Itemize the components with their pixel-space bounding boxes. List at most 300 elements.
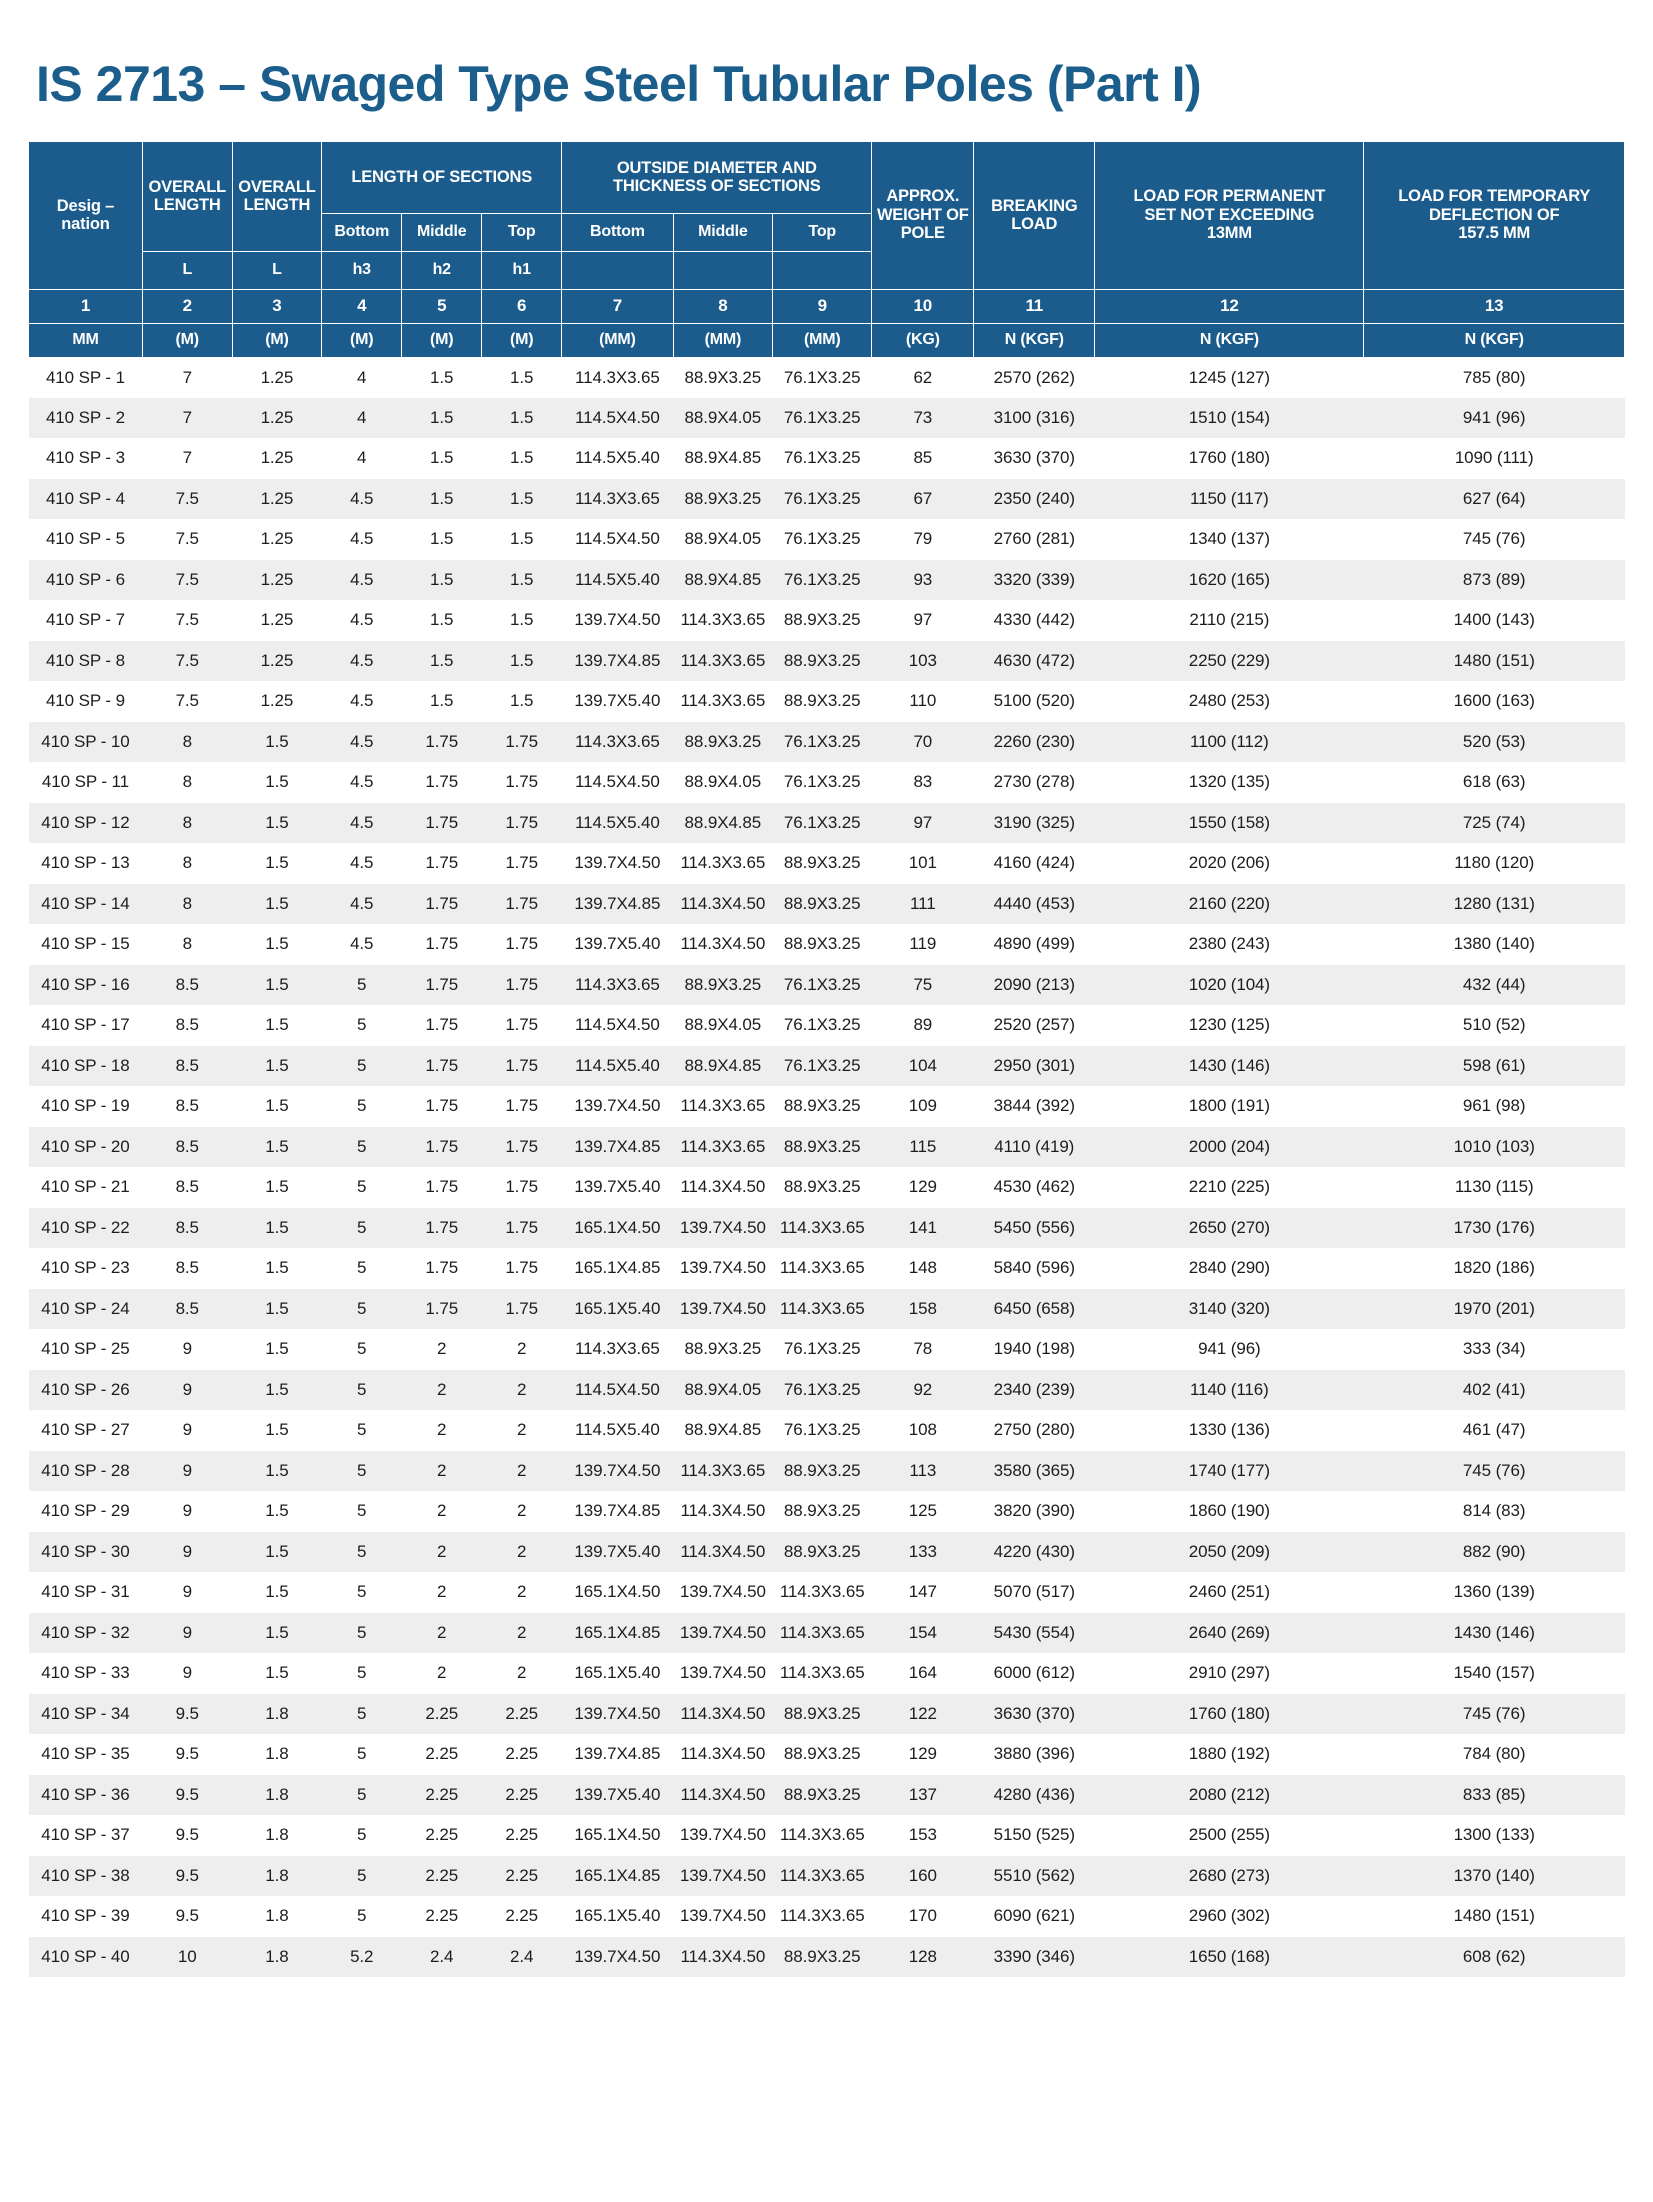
cell-col-2: 8.5 bbox=[175, 1096, 199, 1116]
cell-col-12: 2210 (225) bbox=[1188, 1177, 1270, 1197]
cell-col-9: 76.1X3.25 bbox=[783, 772, 861, 792]
cell-col-8: 139.7X4.50 bbox=[679, 1582, 766, 1602]
cell-col-7: 114.5X5.40 bbox=[562, 560, 673, 601]
cell-col-12: 2380 (243) bbox=[1188, 934, 1270, 954]
cell-col-10: 153 bbox=[908, 1825, 937, 1845]
cell-col-11: 5430 (554) bbox=[974, 1613, 1095, 1654]
cell-col-3: 1.5 bbox=[265, 1177, 289, 1197]
cell-col-8: 139.7X4.50 bbox=[673, 1856, 772, 1897]
cell-col-2: 8.5 bbox=[175, 1258, 199, 1278]
cell-col-5: 1.75 bbox=[425, 853, 459, 873]
cell-col-10: 133 bbox=[872, 1532, 974, 1573]
header-symbol-h1: h1 bbox=[482, 251, 562, 289]
cell-col-10: 137 bbox=[872, 1775, 974, 1816]
cell-col-7: 165.1X4.85 bbox=[562, 1613, 673, 1654]
cell-col-11: 5450 (556) bbox=[974, 1208, 1095, 1249]
cell-col-13: 1370 (140) bbox=[1364, 1856, 1625, 1897]
cell-designation: 410 SP - 39 bbox=[41, 1906, 130, 1926]
cell-col-11: 4330 (442) bbox=[993, 610, 1075, 630]
cell-col-8: 114.3X4.50 bbox=[673, 1937, 772, 1978]
cell-col-6: 2 bbox=[482, 1613, 562, 1654]
table-row bbox=[29, 884, 1625, 925]
cell-col-11: 2570 (262) bbox=[993, 367, 1075, 387]
cell-col-8: 114.3X3.65 bbox=[673, 1127, 772, 1168]
header-row-units bbox=[29, 323, 1625, 357]
cell-col-11: 4530 (462) bbox=[993, 1177, 1075, 1197]
cell-col-9: 76.1X3.25 bbox=[783, 448, 861, 468]
cell-col-2: 7.5 bbox=[175, 610, 199, 630]
header-column-number-12: 12 bbox=[1095, 289, 1364, 323]
cell-col-10: 97 bbox=[872, 803, 974, 844]
cell-col-6: 1.75 bbox=[505, 1096, 539, 1116]
cell-col-3: 1.5 bbox=[265, 934, 289, 954]
cell-col-7: 139.7X4.85 bbox=[574, 1501, 661, 1521]
header-symbol-blank-7 bbox=[562, 251, 673, 289]
cell-col-13: 745 (76) bbox=[1462, 529, 1526, 549]
cell-col-12: 1340 (137) bbox=[1188, 529, 1270, 549]
header-column-number-7: 7 bbox=[562, 289, 673, 323]
cell-col-8: 88.9X4.05 bbox=[673, 398, 772, 439]
cell-col-10: 170 bbox=[908, 1906, 937, 1926]
header-column-number-2: 2 bbox=[142, 289, 232, 323]
cell-col-10: 109 bbox=[908, 1096, 937, 1116]
cell-col-6: 1.75 bbox=[482, 1289, 562, 1330]
table-row bbox=[29, 1937, 1625, 1978]
cell-col-13: 461 (47) bbox=[1462, 1420, 1526, 1440]
cell-col-5: 1.75 bbox=[402, 803, 482, 844]
cell-col-12: 1330 (136) bbox=[1188, 1420, 1270, 1440]
header-length-of-sections: LENGTH OF SECTIONS bbox=[322, 141, 562, 213]
cell-col-13: 1480 (151) bbox=[1453, 1906, 1535, 1926]
cell-col-7: 114.3X3.65 bbox=[575, 1339, 660, 1359]
cell-col-5: 1.5 bbox=[402, 560, 482, 601]
cell-col-12: 2640 (269) bbox=[1095, 1613, 1364, 1654]
cell-col-7: 114.3X3.65 bbox=[562, 722, 673, 763]
table-row bbox=[29, 681, 1625, 722]
cell-col-13: 432 (44) bbox=[1364, 965, 1625, 1006]
cell-col-11: 6090 (621) bbox=[993, 1906, 1075, 1926]
cell-col-11: 3320 (339) bbox=[974, 560, 1095, 601]
cell-col-4: 5 bbox=[357, 1096, 367, 1116]
cell-col-11: 2090 (213) bbox=[974, 965, 1095, 1006]
cell-designation: 410 SP - 35 bbox=[41, 1744, 130, 1764]
cell-col-13: 1430 (146) bbox=[1364, 1613, 1625, 1654]
cell-col-4: 4.5 bbox=[350, 691, 374, 711]
cell-col-5: 2.25 bbox=[425, 1744, 459, 1764]
cell-col-2: 9.5 bbox=[142, 1694, 232, 1735]
cell-col-3: 1.5 bbox=[265, 1096, 289, 1116]
cell-col-12: 2050 (209) bbox=[1095, 1532, 1364, 1573]
cell-col-7: 139.7X5.40 bbox=[574, 1177, 661, 1197]
cell-col-5: 1.5 bbox=[402, 479, 482, 520]
cell-col-9: 88.9X3.25 bbox=[783, 853, 861, 873]
cell-col-12: 1150 (117) bbox=[1095, 479, 1364, 520]
cell-col-9: 114.3X3.65 bbox=[773, 1856, 872, 1897]
cell-col-4: 4.5 bbox=[322, 641, 402, 682]
cell-col-13: 1600 (163) bbox=[1453, 691, 1535, 711]
cell-col-6: 1.75 bbox=[482, 884, 562, 925]
cell-col-10: 67 bbox=[872, 479, 974, 520]
cell-col-3: 1.8 bbox=[265, 1825, 289, 1845]
cell-col-13: 1540 (157) bbox=[1453, 1663, 1535, 1683]
cell-col-6: 2 bbox=[517, 1339, 527, 1359]
cell-col-11: 2520 (257) bbox=[993, 1015, 1075, 1035]
cell-col-10: 122 bbox=[872, 1694, 974, 1735]
cell-col-12: 1550 (158) bbox=[1095, 803, 1364, 844]
cell-col-11: 1940 (198) bbox=[993, 1339, 1075, 1359]
cell-col-5: 2 bbox=[437, 1582, 447, 1602]
cell-col-12: 2840 (290) bbox=[1188, 1258, 1270, 1278]
cell-col-5: 1.75 bbox=[402, 1046, 482, 1087]
cell-col-5: 2 bbox=[402, 1532, 482, 1573]
cell-col-7: 139.7X4.85 bbox=[562, 1127, 673, 1168]
cell-col-11: 3820 (390) bbox=[993, 1501, 1075, 1521]
cell-col-7: 139.7X4.85 bbox=[562, 884, 673, 925]
cell-col-10: 111 bbox=[872, 884, 974, 925]
cell-col-13: 1480 (151) bbox=[1364, 641, 1625, 682]
cell-col-2: 8 bbox=[182, 853, 192, 873]
table-row bbox=[29, 641, 1625, 682]
cell-col-11: 4440 (453) bbox=[974, 884, 1095, 925]
cell-col-2: 8.5 bbox=[142, 965, 232, 1006]
cell-col-8: 88.9X4.85 bbox=[673, 803, 772, 844]
cell-designation: 410 SP - 4 bbox=[29, 479, 143, 520]
cell-col-13: 873 (89) bbox=[1364, 560, 1625, 601]
cell-col-5: 1.75 bbox=[402, 1289, 482, 1330]
table-row bbox=[29, 1208, 1625, 1249]
cell-col-8: 114.3X4.50 bbox=[673, 1694, 772, 1735]
cell-col-13: 745 (76) bbox=[1364, 1451, 1625, 1492]
cell-col-2: 7.5 bbox=[142, 641, 232, 682]
cell-col-13: 745 (76) bbox=[1364, 1694, 1625, 1735]
cell-designation: 410 SP - 34 bbox=[29, 1694, 143, 1735]
cell-col-2: 9 bbox=[142, 1613, 232, 1654]
cell-col-11: 5150 (525) bbox=[993, 1825, 1075, 1845]
cell-col-2: 8 bbox=[182, 772, 192, 792]
table-row bbox=[29, 1370, 1625, 1411]
cell-col-6: 2 bbox=[517, 1420, 527, 1440]
cell-col-2: 8 bbox=[182, 934, 192, 954]
header-diameter-middle: Middle bbox=[673, 213, 772, 251]
cell-col-4: 4 bbox=[357, 367, 367, 387]
cell-col-6: 1.75 bbox=[505, 853, 539, 873]
cell-col-8: 88.9X3.25 bbox=[673, 479, 772, 520]
cell-col-8: 139.7X4.50 bbox=[679, 1663, 766, 1683]
cell-col-6: 1.75 bbox=[482, 1127, 562, 1168]
cell-col-6: 1.5 bbox=[482, 560, 562, 601]
cell-col-5: 2 bbox=[437, 1501, 447, 1521]
cell-col-11: 6450 (658) bbox=[974, 1289, 1095, 1330]
cell-col-11: 2350 (240) bbox=[974, 479, 1095, 520]
table-row bbox=[29, 1532, 1625, 1573]
cell-col-3: 1.25 bbox=[260, 529, 294, 549]
cell-col-4: 4.5 bbox=[322, 884, 402, 925]
header-load-permanent-set: LOAD FOR PERMANENT SET NOT EXCEEDING 13MM bbox=[1095, 141, 1364, 289]
cell-col-7: 165.1X4.50 bbox=[574, 1825, 661, 1845]
cell-col-12: 1430 (146) bbox=[1095, 1046, 1364, 1087]
header-column-number-11: 11 bbox=[974, 289, 1095, 323]
cell-col-10: 85 bbox=[913, 448, 933, 468]
table-row bbox=[29, 600, 1625, 641]
cell-col-7: 114.5X5.40 bbox=[575, 1420, 660, 1440]
cell-col-12: 2960 (302) bbox=[1188, 1906, 1270, 1926]
cell-col-10: 79 bbox=[913, 529, 933, 549]
cell-col-6: 1.5 bbox=[510, 367, 534, 387]
cell-col-3: 1.5 bbox=[232, 1289, 322, 1330]
steel-tubular-poles-table bbox=[28, 141, 1625, 1978]
cell-designation: 410 SP - 17 bbox=[41, 1015, 130, 1035]
table-row bbox=[29, 560, 1625, 601]
cell-col-4: 5 bbox=[357, 1015, 367, 1035]
cell-col-13: 725 (74) bbox=[1364, 803, 1625, 844]
header-column-number-9: 9 bbox=[773, 289, 872, 323]
header-column-number-3: 3 bbox=[232, 289, 322, 323]
header-symbol-blank-9 bbox=[773, 251, 872, 289]
table-row bbox=[29, 1613, 1625, 1654]
cell-col-12: 1020 (104) bbox=[1095, 965, 1364, 1006]
cell-col-13: 833 (85) bbox=[1364, 1775, 1625, 1816]
table-row bbox=[29, 1653, 1625, 1694]
cell-col-11: 4890 (499) bbox=[993, 934, 1075, 954]
cell-col-12: 2460 (251) bbox=[1188, 1582, 1270, 1602]
cell-designation: 410 SP - 10 bbox=[29, 722, 143, 763]
cell-designation: 410 SP - 11 bbox=[41, 772, 130, 792]
cell-col-4: 4.5 bbox=[322, 479, 402, 520]
cell-col-5: 2.4 bbox=[402, 1937, 482, 1978]
cell-col-7: 139.7X4.50 bbox=[574, 853, 661, 873]
cell-col-8: 88.9X4.05 bbox=[684, 529, 762, 549]
header-load-temporary-deflection: LOAD FOR TEMPORARY DEFLECTION OF 157.5 MM bbox=[1364, 141, 1625, 289]
cell-col-6: 1.5 bbox=[510, 448, 534, 468]
cell-col-10: 164 bbox=[908, 1663, 937, 1683]
cell-col-13: 882 (90) bbox=[1364, 1532, 1625, 1573]
cell-col-7: 165.1X5.40 bbox=[562, 1289, 673, 1330]
cell-designation: 410 SP - 27 bbox=[41, 1420, 130, 1440]
cell-col-2: 9 bbox=[182, 1339, 192, 1359]
cell-col-6: 1.75 bbox=[505, 772, 539, 792]
cell-designation: 410 SP - 38 bbox=[29, 1856, 143, 1897]
header-unit-6: (M) bbox=[482, 323, 562, 357]
header-unit-4: (M) bbox=[322, 323, 402, 357]
cell-col-9: 88.9X3.25 bbox=[783, 1744, 861, 1764]
cell-col-8: 114.3X3.65 bbox=[680, 691, 766, 711]
header-breaking-load: BREAKING LOAD bbox=[974, 141, 1095, 289]
cell-col-2: 7 bbox=[182, 367, 192, 387]
header-symbol-L-2: L bbox=[232, 251, 322, 289]
cell-col-8: 139.7X4.50 bbox=[679, 1825, 766, 1845]
header-column-number-4: 4 bbox=[322, 289, 402, 323]
cell-col-7: 139.7X4.50 bbox=[562, 1451, 673, 1492]
cell-col-3: 1.5 bbox=[265, 1501, 289, 1521]
cell-col-10: 148 bbox=[908, 1258, 937, 1278]
cell-col-6: 1.5 bbox=[510, 691, 534, 711]
cell-col-13: 333 (34) bbox=[1462, 1339, 1526, 1359]
cell-col-5: 2 bbox=[402, 1370, 482, 1411]
cell-designation: 410 SP - 13 bbox=[41, 853, 130, 873]
cell-col-3: 1.25 bbox=[260, 367, 294, 387]
cell-col-3: 1.5 bbox=[232, 1208, 322, 1249]
cell-col-4: 5 bbox=[357, 1663, 367, 1683]
cell-col-3: 1.5 bbox=[232, 1532, 322, 1573]
cell-col-2: 9.5 bbox=[175, 1825, 199, 1845]
cell-col-7: 139.7X5.40 bbox=[562, 1532, 673, 1573]
cell-designation: 410 SP - 23 bbox=[41, 1258, 130, 1278]
cell-col-6: 1.5 bbox=[510, 610, 534, 630]
cell-col-6: 1.75 bbox=[505, 1177, 539, 1197]
cell-designation: 410 SP - 14 bbox=[29, 884, 143, 925]
table-row bbox=[29, 398, 1625, 439]
cell-col-11: 3190 (325) bbox=[974, 803, 1095, 844]
cell-col-10: 97 bbox=[913, 610, 933, 630]
cell-col-8: 88.9X4.05 bbox=[684, 1015, 762, 1035]
cell-col-2: 7 bbox=[182, 448, 192, 468]
cell-col-3: 1.5 bbox=[265, 1420, 289, 1440]
cell-col-10: 108 bbox=[908, 1420, 937, 1440]
cell-col-12: 941 (96) bbox=[1198, 1339, 1261, 1359]
cell-col-4: 5 bbox=[322, 1613, 402, 1654]
cell-col-8: 114.3X3.65 bbox=[680, 610, 766, 630]
cell-col-13: 1010 (103) bbox=[1364, 1127, 1625, 1168]
cell-col-11: 3100 (316) bbox=[974, 398, 1095, 439]
cell-col-9: 76.1X3.25 bbox=[773, 1370, 872, 1411]
cell-col-13: 1820 (186) bbox=[1453, 1258, 1535, 1278]
cell-col-3: 1.25 bbox=[232, 398, 322, 439]
cell-col-2: 8 bbox=[142, 803, 232, 844]
cell-col-2: 8 bbox=[142, 884, 232, 925]
cell-col-9: 76.1X3.25 bbox=[783, 367, 861, 387]
cell-col-9: 88.9X3.25 bbox=[783, 610, 861, 630]
cell-col-5: 2.25 bbox=[402, 1694, 482, 1735]
cell-col-12: 3140 (320) bbox=[1095, 1289, 1364, 1330]
cell-col-7: 139.7X5.40 bbox=[574, 934, 661, 954]
cell-col-12: 2680 (273) bbox=[1095, 1856, 1364, 1897]
cell-col-11: 5840 (596) bbox=[993, 1258, 1075, 1278]
cell-col-8: 88.9X4.85 bbox=[673, 1046, 772, 1087]
header-length-top: Top bbox=[482, 213, 562, 251]
cell-col-13: 1400 (143) bbox=[1453, 610, 1535, 630]
cell-col-2: 8.5 bbox=[175, 1177, 199, 1197]
cell-col-5: 2 bbox=[437, 1420, 447, 1440]
cell-col-10: 89 bbox=[913, 1015, 933, 1035]
cell-col-4: 5 bbox=[357, 1420, 367, 1440]
cell-col-8: 88.9X3.25 bbox=[673, 722, 772, 763]
cell-col-11: 3390 (346) bbox=[974, 1937, 1095, 1978]
cell-col-4: 5.2 bbox=[322, 1937, 402, 1978]
cell-col-7: 114.5X5.40 bbox=[562, 1046, 673, 1087]
header-unit-13: N (KGF) bbox=[1364, 323, 1625, 357]
cell-col-13: 784 (80) bbox=[1462, 1744, 1526, 1764]
cell-col-12: 1760 (180) bbox=[1188, 448, 1270, 468]
table-row bbox=[29, 1005, 1625, 1046]
cell-col-7: 114.5X4.50 bbox=[575, 529, 660, 549]
cell-col-13: 608 (62) bbox=[1364, 1937, 1625, 1978]
cell-col-6: 1.75 bbox=[482, 1208, 562, 1249]
cell-col-10: 119 bbox=[909, 934, 937, 954]
cell-designation: 410 SP - 18 bbox=[29, 1046, 143, 1087]
cell-designation: 410 SP - 22 bbox=[29, 1208, 143, 1249]
table-row bbox=[29, 1856, 1625, 1897]
cell-col-4: 4.5 bbox=[350, 529, 374, 549]
cell-col-11: 2750 (280) bbox=[993, 1420, 1075, 1440]
cell-col-7: 139.7X4.50 bbox=[574, 610, 661, 630]
cell-col-3: 1.25 bbox=[260, 610, 294, 630]
table-row bbox=[29, 965, 1625, 1006]
cell-col-11: 2730 (278) bbox=[993, 772, 1075, 792]
cell-col-3: 1.5 bbox=[232, 803, 322, 844]
cell-col-10: 110 bbox=[909, 691, 937, 711]
cell-designation: 410 SP - 28 bbox=[29, 1451, 143, 1492]
cell-col-3: 1.5 bbox=[265, 853, 289, 873]
cell-designation: 410 SP - 9 bbox=[45, 691, 125, 711]
cell-col-13: 961 (98) bbox=[1462, 1096, 1526, 1116]
cell-col-3: 1.25 bbox=[260, 448, 294, 468]
header-unit-10: (KG) bbox=[872, 323, 974, 357]
cell-col-4: 5 bbox=[357, 1258, 367, 1278]
cell-col-5: 2.25 bbox=[402, 1856, 482, 1897]
cell-col-8: 114.3X4.50 bbox=[680, 1501, 766, 1521]
table-row bbox=[29, 1289, 1625, 1330]
cell-col-7: 114.5X5.40 bbox=[575, 448, 660, 468]
cell-col-9: 114.3X3.65 bbox=[779, 1906, 865, 1926]
cell-col-11: 2260 (230) bbox=[974, 722, 1095, 763]
cell-col-7: 139.7X5.40 bbox=[574, 691, 661, 711]
cell-col-10: 83 bbox=[913, 772, 933, 792]
cell-col-6: 2.25 bbox=[505, 1825, 539, 1845]
header-column-number-1: 1 bbox=[29, 289, 143, 323]
cell-col-3: 1.8 bbox=[232, 1775, 322, 1816]
cell-designation: 410 SP - 19 bbox=[41, 1096, 130, 1116]
cell-col-12: 1760 (180) bbox=[1095, 1694, 1364, 1735]
cell-col-5: 1.5 bbox=[430, 691, 454, 711]
cell-col-10: 75 bbox=[872, 965, 974, 1006]
cell-col-4: 5 bbox=[322, 1289, 402, 1330]
cell-col-5: 1.5 bbox=[430, 448, 454, 468]
header-outside-diameter-thickness: OUTSIDE DIAMETER AND THICKNESS OF SECTIONS bbox=[562, 141, 872, 213]
cell-col-2: 9.5 bbox=[175, 1744, 199, 1764]
cell-col-13: 520 (53) bbox=[1364, 722, 1625, 763]
cell-col-4: 5 bbox=[357, 1906, 367, 1926]
header-diameter-bottom: Bottom bbox=[562, 213, 673, 251]
cell-col-8: 88.9X4.85 bbox=[673, 560, 772, 601]
cell-col-2: 9.5 bbox=[142, 1775, 232, 1816]
cell-col-6: 2 bbox=[482, 1532, 562, 1573]
cell-col-13: 402 (41) bbox=[1364, 1370, 1625, 1411]
cell-col-9: 88.9X3.25 bbox=[783, 934, 861, 954]
cell-col-8: 88.9X4.85 bbox=[684, 448, 762, 468]
header-row-group-titles bbox=[29, 141, 1625, 213]
cell-col-8: 88.9X4.05 bbox=[684, 772, 762, 792]
cell-designation: 410 SP - 8 bbox=[29, 641, 143, 682]
cell-col-13: 627 (64) bbox=[1364, 479, 1625, 520]
cell-col-4: 5 bbox=[322, 1208, 402, 1249]
cell-col-9: 88.9X3.25 bbox=[773, 1694, 872, 1735]
header-unit-7: (MM) bbox=[562, 323, 673, 357]
cell-col-5: 1.5 bbox=[430, 367, 454, 387]
cell-col-5: 1.75 bbox=[402, 965, 482, 1006]
cell-col-4: 4.5 bbox=[350, 772, 374, 792]
cell-col-11: 4630 (472) bbox=[974, 641, 1095, 682]
header-unit-8: (MM) bbox=[673, 323, 772, 357]
cell-col-13: 941 (96) bbox=[1364, 398, 1625, 439]
cell-col-7: 139.7X4.85 bbox=[562, 641, 673, 682]
cell-designation: 410 SP - 15 bbox=[41, 934, 130, 954]
cell-col-11: 2760 (281) bbox=[993, 529, 1075, 549]
cell-col-9: 88.9X3.25 bbox=[773, 1127, 872, 1168]
cell-col-10: 160 bbox=[872, 1856, 974, 1897]
cell-col-4: 5 bbox=[322, 1775, 402, 1816]
cell-col-8: 114.3X4.50 bbox=[673, 884, 772, 925]
cell-col-9: 114.3X3.65 bbox=[779, 1258, 865, 1278]
